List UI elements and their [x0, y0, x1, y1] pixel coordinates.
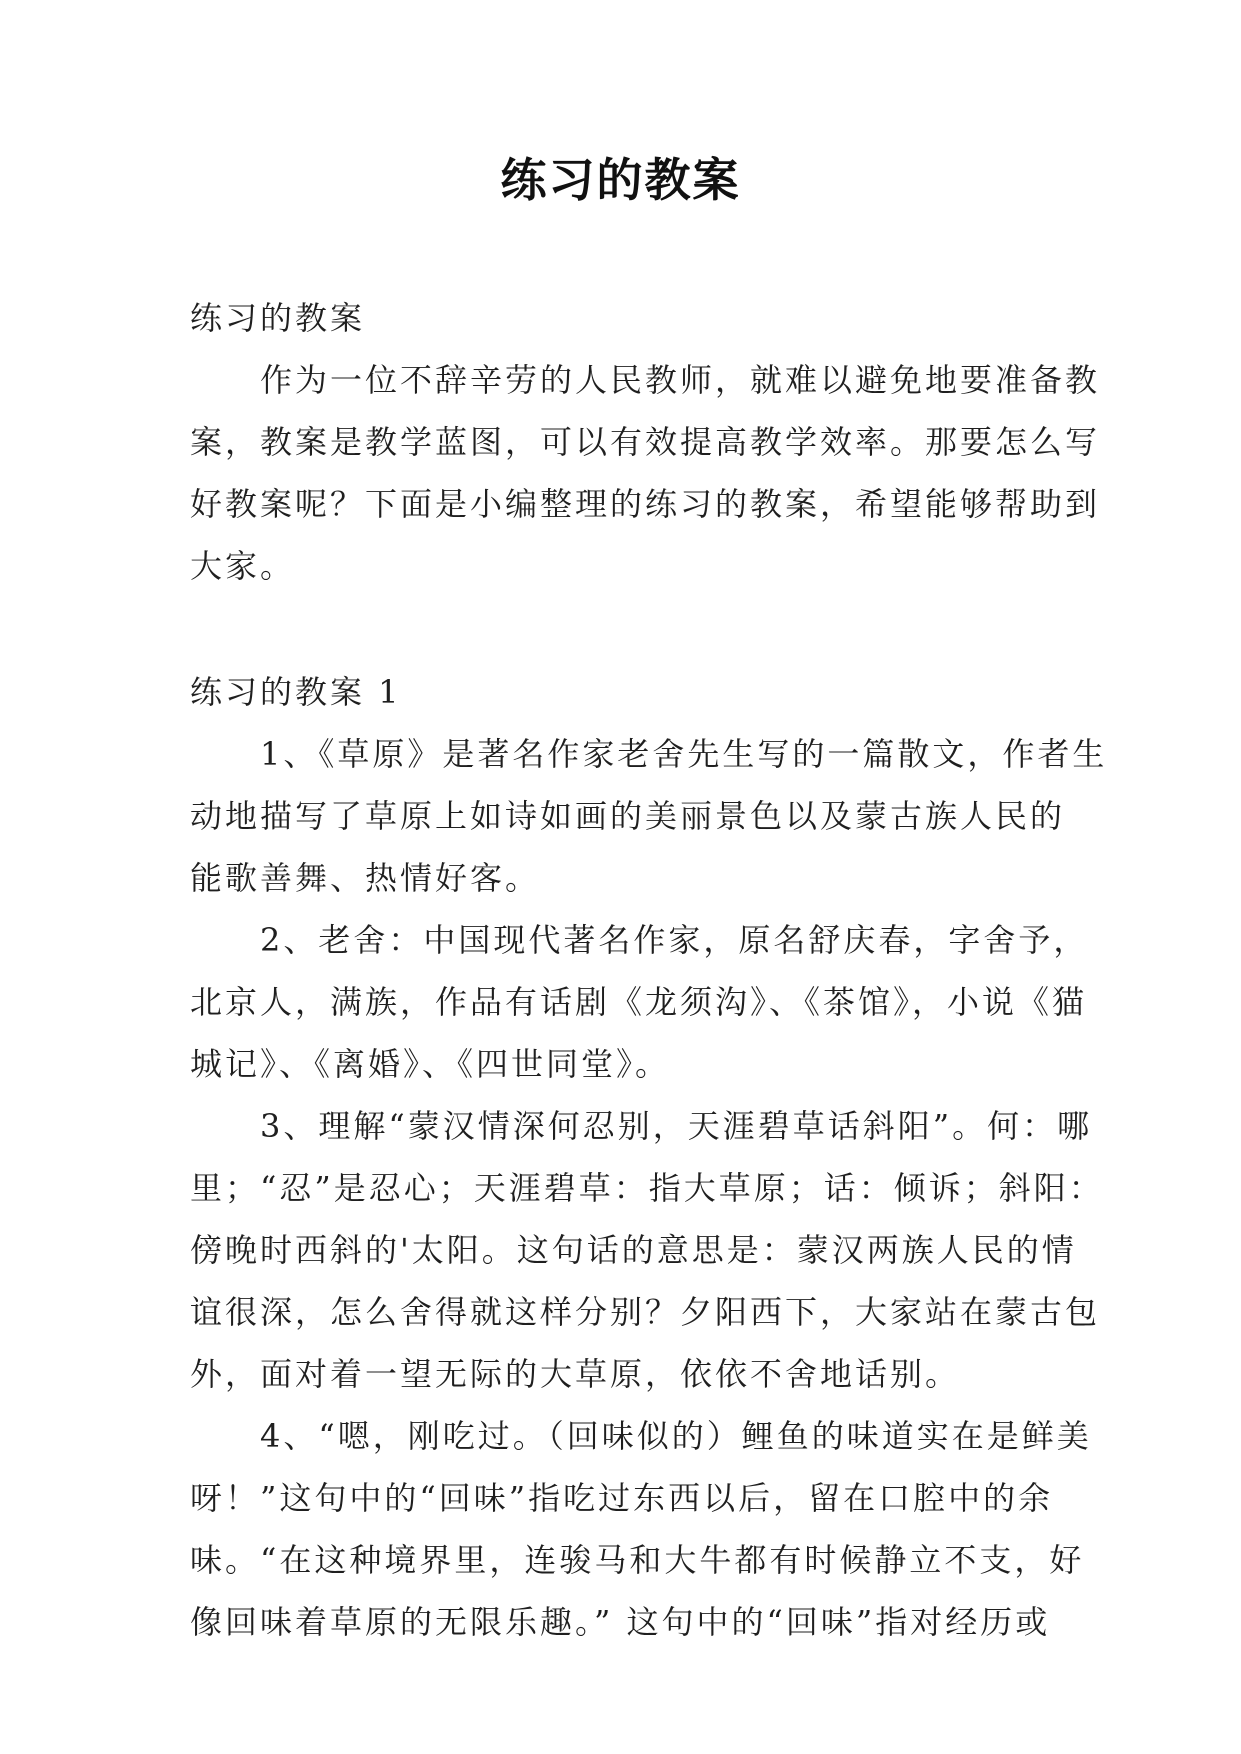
intro-line: 大家。 — [190, 547, 296, 585]
section-gap — [190, 597, 1056, 661]
intro-line: 作为一位不辞辛劳的人民教师，就难以避免地要准备教 — [190, 361, 1101, 399]
item-3-line: 谊很深，怎么舍得就这样分别？夕阳西下，大家站在蒙古包 — [190, 1293, 1101, 1331]
intro-line: 好教案呢？下面是小编整理的练习的教案，希望能够帮助到 — [190, 485, 1101, 523]
page-title: 练习的教案 — [500, 153, 741, 207]
section-heading: 练习的教案 1 — [190, 673, 402, 711]
intro-line: 案，教案是教学蓝图，可以有效提高教学效率。那要怎么写 — [190, 423, 1101, 461]
item-2-line: 2、老舍：中国现代著名作家，原名舒庆春，字舍予， — [190, 921, 1089, 959]
item-3-line: 傍晚时西斜的'太阳。这句话的意思是：蒙汉两族人民的情 — [190, 1231, 1077, 1269]
item-4-line: 味。“在这种境界里，连骏马和大牛都有时候静立不支，好 — [190, 1541, 1085, 1579]
document-body — [190, 287, 1108, 1653]
item-1-line: 动地描写了草原上如诗如画的美丽景色以及蒙古族人民的 — [190, 797, 1066, 835]
item-3-line: 里；“忍”是忍心；天涯碧草：指大草原；话：倾诉；斜阳： — [190, 1169, 1104, 1207]
document-subtitle: 练习的教案 — [190, 299, 366, 337]
item-4-line: 像回味着草原的无限乐趣。” 这句中的“回味”指对经历或 — [190, 1603, 1051, 1641]
item-1-line: 能歌善舞、热情好客。 — [190, 859, 541, 897]
item-3-line: 3、理解“蒙汉情深何忍别，天涯碧草话斜阳”。何：哪 — [190, 1107, 1093, 1145]
item-2-line: 城记》、《离婚》、《四世同堂》。 — [190, 1045, 671, 1083]
item-2-line: 北京人，满族，作品有话剧《龙须沟》、《茶馆》，小说《猫 — [190, 983, 1088, 1021]
item-4-line: 4、“嗯，刚吃过。（回味似的）鲤鱼的味道实在是鲜美 — [190, 1417, 1092, 1455]
item-1-line: 1、《草原》是著名作家老舍先生写的一篇散文，作者生 — [190, 735, 1108, 773]
item-4-line: 呀！”这句中的“回味”指吃过东西以后，留在口腔中的余 — [190, 1479, 1054, 1517]
item-3-line: 外，面对着一望无际的大草原，依依不舍地话别。 — [190, 1355, 961, 1393]
